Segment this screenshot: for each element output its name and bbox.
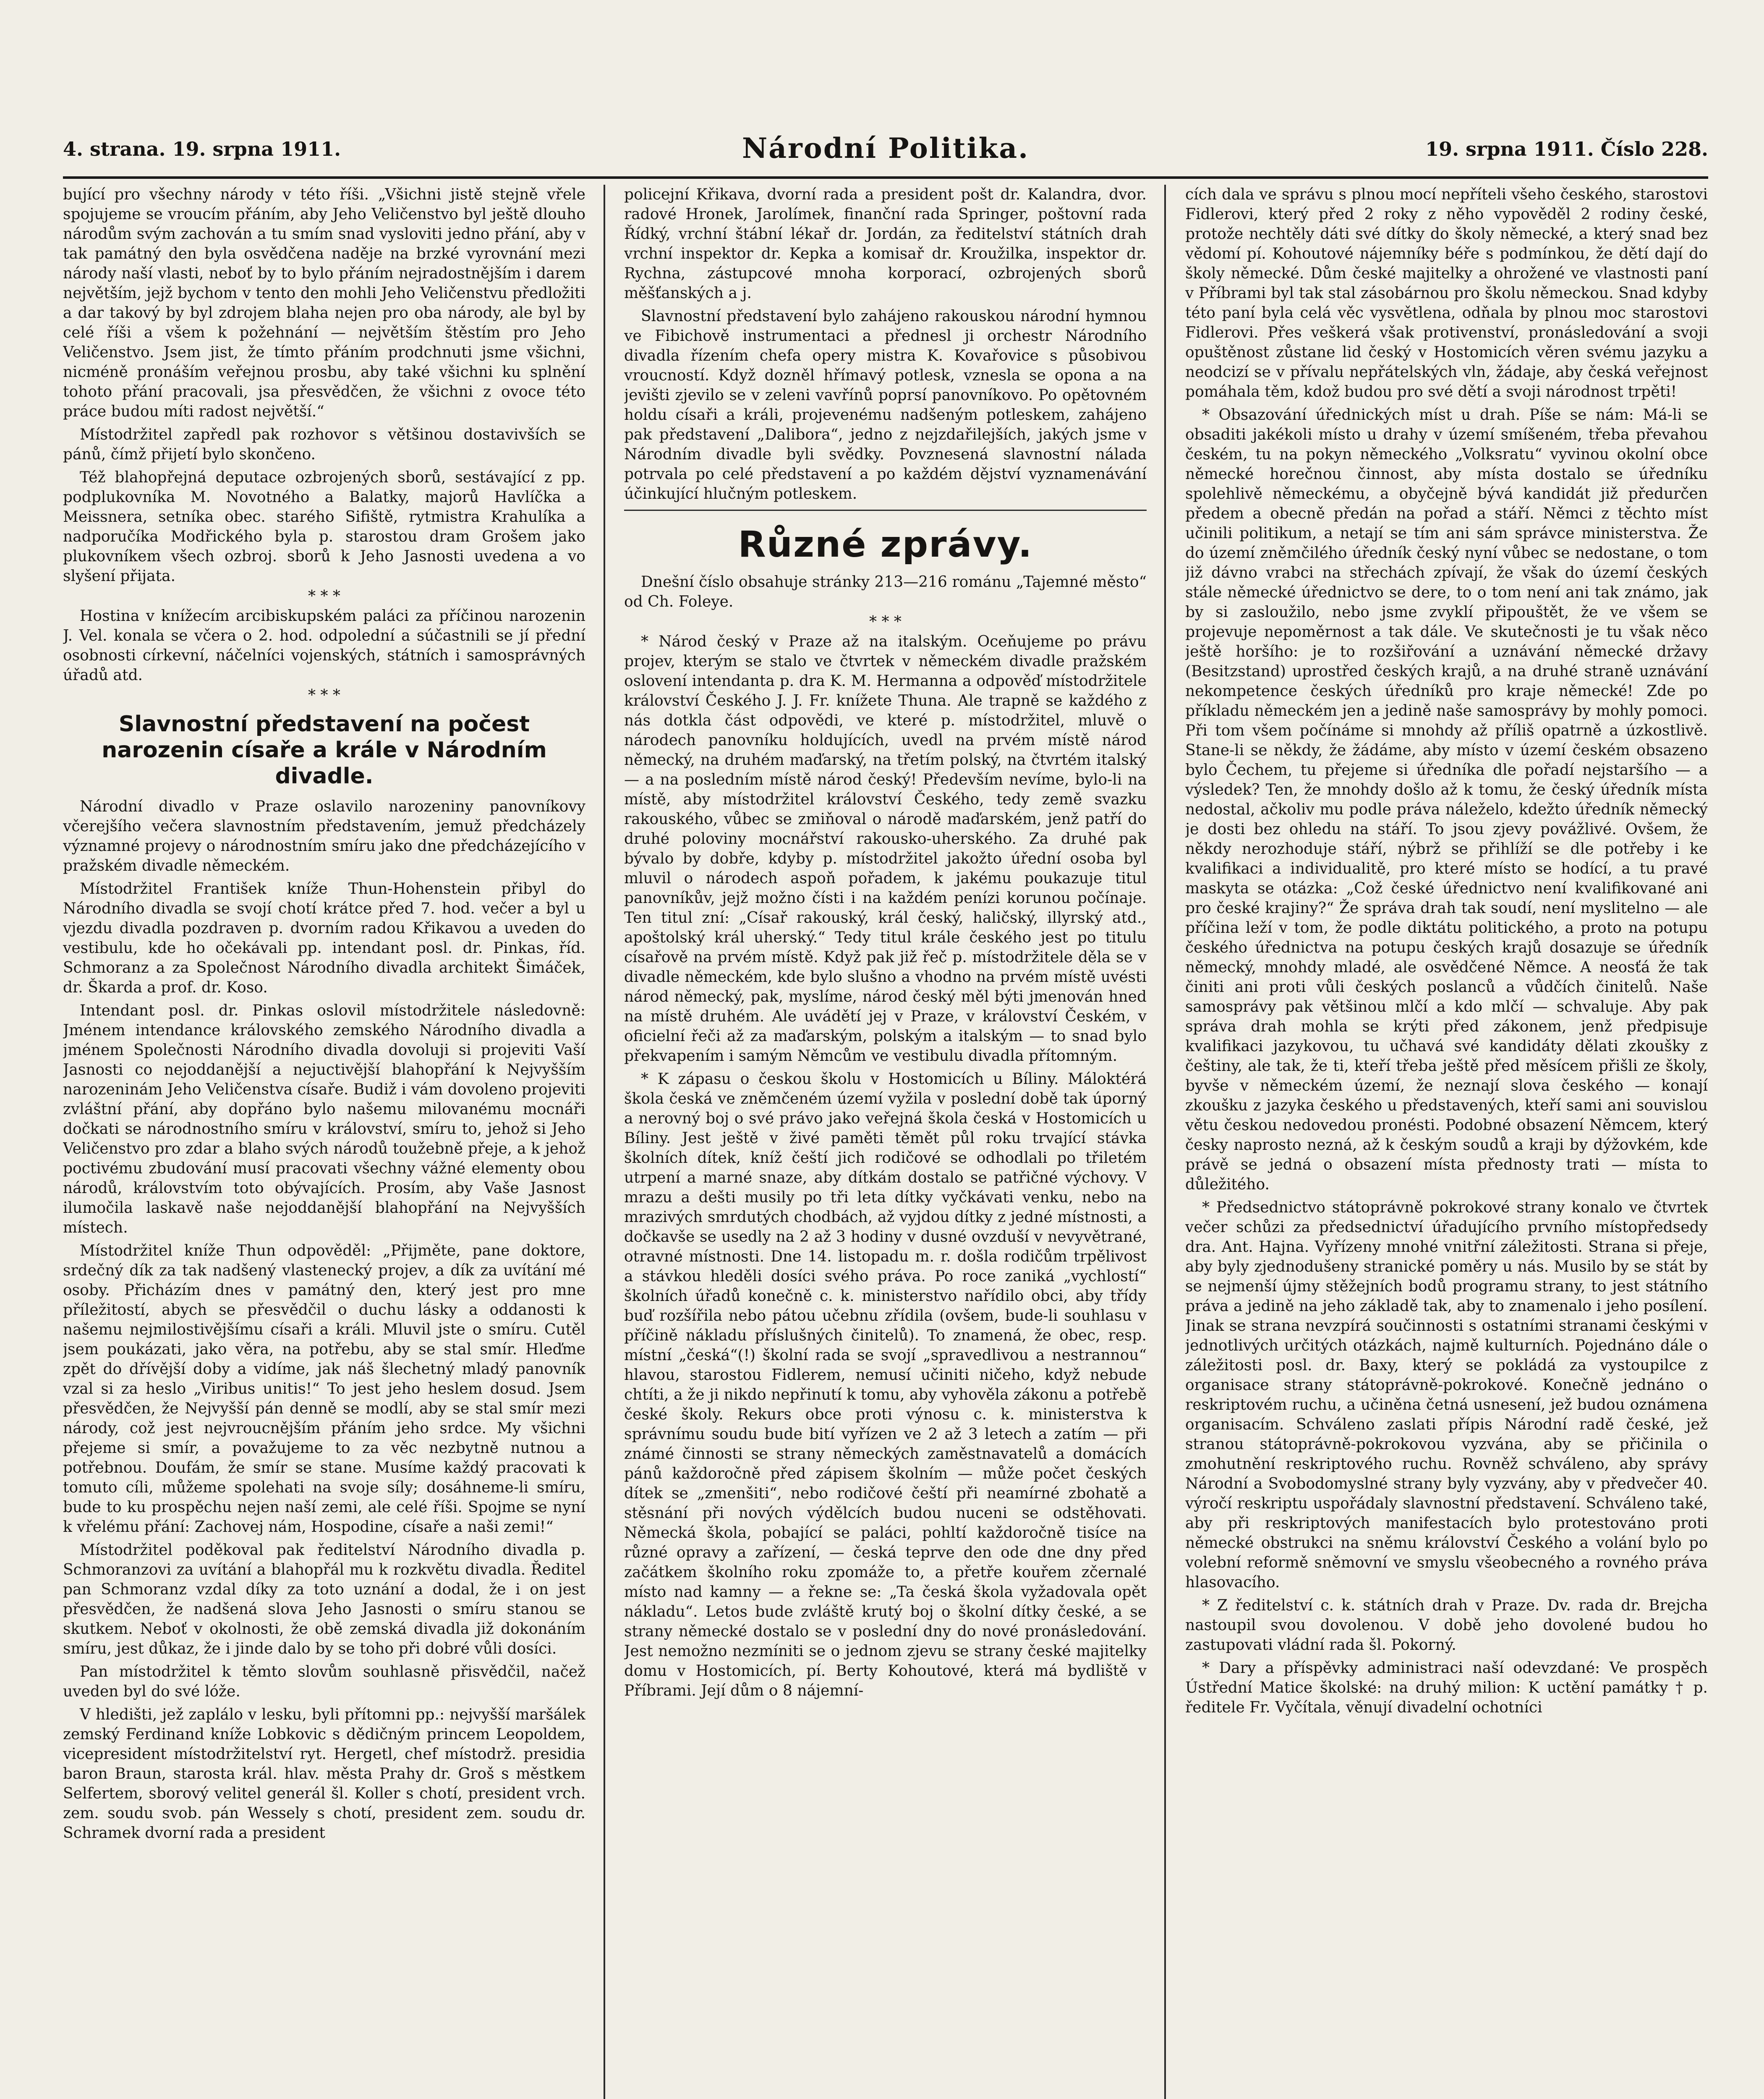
paragraph: * Předsednictvo státoprávně pokrokové strany konalo ve čtvrtek večer schůzi za předsednictví úřadujícího prvního místopředsedy dra. Ant. Hajna. Vyřízeny mnohé vnitřní záležitosti. Strana si přeje, aby byly zjednodušeny stranické poměry u nás. Musilo by se stát by se nejmenší újmy stěžejních bodů programu strany, to jest státního práva a jedině na jeho základě tak, aby to znamenalo i jeho posílení. Jinak se strana nevzpírá součinnosti s ostatními stranami českými v jednotlivých určitých otázkách, najmě kulturních. Pojednáno dále o záležitosti posl. dr. Baxy, který se pokládá za vystoupilce z organisace strany státoprávně-pokrokové. Konečně jednáno o reskriptovém ruchu, a učiněna četná usnesení, jež budou oznámena organisacím. Schváleno zaslati přípis Národní radě české, jež stranou státoprávně-pokrokovou vyzvána, aby se přičinila o zmohutnění reskriptového ruchu. Rovněž schváleno, aby správy Národní a Svobodomyslné strany byly vyzvány, aby v předvečer 40. výročí reskriptu uspořádaly slavnostní představení. Schváleno také, aby při reskriptových manifestacích bylo protestováno proti německé obstrukci na sněmu království Českého a volání bylo po volební reformě sněmovní ve smyslu všeobecného a rovného práva hlasovacího. xyxy=(1185,1199,1708,1591)
column-3 xyxy=(1185,185,1708,2099)
separator: * * * xyxy=(308,687,340,704)
paragraph: Místodržitel zapředl pak rozhovor s většinou dostavivších se pánů, čímž přijetí bylo skončeno. xyxy=(63,426,585,463)
header-issue-number: 19. srpna 1911. Číslo 228. xyxy=(1425,138,1708,160)
columns xyxy=(63,185,1708,2099)
paragraph: Pan místodržitel k těmto slovům souhlasně přisvědčil, načež uveden byl do své lóže. xyxy=(63,1663,585,1700)
masthead-title: Národní Politika. xyxy=(742,132,1030,165)
paragraph: * Obsazování úřednických míst u drah. Píše se nám: Má-li se obsaditi jakékoli místo u drahy v území smíšeném, třeba převahou českém, tu na pokyn německého „Volksratu“ vyvinou okolní obce německé horečnou činnost, aby místa dostalo se úředníku spolehlivě německému, a obyčejně bývá kandidát již předurčen předem a obecně předán na pořad a stáří. Němci z těchto míst učinili politikum, a netají se tím ani sám správce ministerstva. Že do území zněmčilého úředník český nyní vůbec se nedostane, o tom již dávno vrabci na střechách zpívají, že však do území českých stále německé úřednictvo se dere, to o tom není ani tak známo, jak by si zasloužilo, nebo jsme zvyklí připouštět, že ve všem se projevuje nepoměrnost a tak dále. Ve skutečnosti je tu však něco ještě horšího: je to rozšiřování a uznávání německé državy (Besitzstand) uprostřed českých krajů, a na druhé straně uznávání nekompetence českých úředníků pro kraje německé! Zde po příkladu německém jen a jedině naše samosprávy by mohly pomoci. Při tom všem počínáme si mnohdy až příliš opatrně a úzkostlivě. Stane-li se někdy, že žádáme, aby místo v území českém obsazeno bylo Čechem, tu přejeme si úředníka dle pořadí nejstaršího — a výsledek? Ten, že mnohdy došlo až k tomu, že český úředník místa nedostal, ačkoliv mu podle práva náleželo, kdežto úředník německý je dosti bez ohledu na stáří. To jsou zjevy povážlivé. Ovšem, že někdy nerozhoduje stáří, nýbrž se přihlíží se dle potřeby i ke kvalifikaci a individualitě, pro které místo se hodící, a tu pravé maskyta se otázka: „Což české úřednictvo není kvalifikované ani pro české krajiny?“ Že správa drah tak soudí, není myslitelno — ale příčina leží v tom, že podle diktátu politického, a proto na potupu českého úřednictva na potupu českých krajů dosazuje se úředník německý, mnohdy mladé, ale osvědčené Němce. A neosťá že tak činiti ani proti vůli českých poslanců a vůdčích činitelů. Naše samosprávy pak většinou mlčí a kdo mlčí — schvaluje. Aby pak správa drah mohla se krýti před zákonem, jenž předpisuje kvalifikaci jazykovou, tu učhavá své kandidáty dělati zkoušky z češtiny, ale tak, že ti, kteří třeba ještě před měsícem přišli ze školy, byvše v německém území, že neznají slova českého — konají zkoušku z jazyka českého u představených, kteří sami ani souvislou větu českou nedovedou pronésti. Podobné obsazení Němcem, který česky naprosto nezná, až k českým soudů a kraji by dýžovkém, kde právě se jedná o obsazení místa přednosty trati — místa to důležitého. xyxy=(1185,406,1708,1193)
paragraph: * Národ český v Praze až na italským. Oceňujeme po právu projev, kterým se stalo ve čtvrtek v německém divadle pražském oslovení intendanta p. dra K. M. Hermanna a odpověď místodržitele království Českého J. J. Fr. knížete Thuna. Ale trapně se každého z nás dotkla část odpovědi, ve které p. místodržitel, mluvě o národech panovníku holdujících, uvedl na prvém místě národ německý, na druhém maďarský, na třetím polský, na čtvrtém italský — a na posledním místě národ český! Především nevíme, bylo-li na místě, aby místodržitel království Českého, tedy země svazku rakouského, vůbec se zmiňoval o národě maďarském, jenž patří do druhé poloviny mocnářství rakousko-uherského. Za druhé pak bývalo by dobře, kdyby p. místodržitel jakožto úřední osoba byl mluvil o národech aspoň pořadem, k jakému poukazuje titul panovníkův, jejž možno čísti i na každém penízi korunou počínaje. Ten titul zní: „Císař rakouský, král český, haličský, illyrský atd., apoštolský král uherský.“ Tedy titul krále českého jest po titulu císařově na prvém místě. Když pak již řeč p. místodržitele děla se v divadle německém, kde bylo slušno a vhodno na prvém místě uvésti národ německý, pak, myslíme, národ český měl býti jmenován hned na místě druhém. Ale uvádětí jej v Praze, v království Českém, v oficielní řeči až za maďarským, polským a italským — to snad bylo překvapením i samým Němcům ve vestibulu divadla přítomným. xyxy=(624,633,1147,1065)
column-1 xyxy=(63,185,585,2099)
paragraph: * Dary a příspěvky administraci naší odevzdané: Ve prospěch Ústřední Matice školské: na druhý milion: K uctění památky † p. ředitele Fr. Vyčítala, věnují divadelní ochotníci xyxy=(1185,1659,1708,1716)
header-page-date: 4. strana. 19. srpna 1911. xyxy=(63,138,341,160)
paragraph: V hledišti, jež zaplálo v lesku, byli přítomni pp.: nejvyšší maršálek zemský Ferdinand kníže Lobkovic s dědičným princem Leopoldem, vicepresident místodržitelství ryt. Hergetl, chef místodrž. presidia baron Braun, starosta král. hlav. města Prahy dr. Groš s městkem Selfertem, sborový velitel generál šl. Koller s chotí, president vrch. zem. soudu svob. pán Wessely s chotí, president zem. soudu dr. Schramek dvorní rada a president xyxy=(63,1706,585,1842)
separator: * * * xyxy=(869,613,902,631)
paragraph: Intendant posl. dr. Pinkas oslovil místodržitele následovně: Jménem intendance královského zemského Národního divadla a jménem Společnosti Národního divadla dovoluji si projeviti Vaší Jasnosti co nejoddanější a nejuctivější blahopřání k Nejvyšším narozeninám Jeho Veličenstva císaře. Budiž i vám dovoleno projeviti zvláštní přání, aby dopřáno bylo našemu milovanému mocnáři dočkati se národnostního smíru v království, smíru to, jehož si Jeho Veličenstvo pro zdar a blaho svých národů toužebně přeje, a k jehož poctivému zbudování musí pracovati všechny vážné elementy obou národů, královstvím toto obývajících. Prosím, aby Vaše Jasnost ilumočila laskavě naše nejoddanější blahopřání na Nejvyšších místech. xyxy=(63,1002,585,1236)
paragraph: * K zápasu o českou školu v Hostomicích u Bíliny. Máloktérá škola česká ve zněmčeném území vyžila v poslední době tak úporný a nerovný boj o své právo jako veřejná škola česká v Hostomicích u Bíliny. Jest ještě v živé paměti těmět půl roku trvající stávka školních dítek, kníž čeští jich rodičové se odhodlali po třiletém utrpení a marné snaze, aby dítkám dostalo se patřičné výchovy. V mrazu a dešti musily po tři leta dítky vyčkávati venku, nebo na mrazivých smrdutých chodbách, až vyjdou dítky z jedné místnosti, a dočkavše se usedly na 2 až 3 hodiny v dusné ovzduší v nevyvětrané, otravné místnosti. Dne 14. listopadu m. r. došla rodičům trpělivost a stávkou hleděli dosíci svého práva. Po roce zaniká „vychlostí“ školních úřadů konečně c. k. ministerstvo nařídilo obci, aby třídy buď rozšířila nebo pátou učebnu zřídila (ovšem, bude-li souhlasu v příčině nákladu příslušných činitelů). To znamená, že obec, resp. místní „česká“(!) školní rada se svojí „spravedlivou a nestrannou“ hlavou, starostou Fidlerem, nemusí učiniti ničeho, když nebude chtíti, a že ji nikdo nepřinutí k tomu, aby vyhověla zákonu a potřebě české školy. Rekurs obce proti výnosu c. k. ministerstva k správnímu soudu bude bití vyřízen ve 2 až 3 letech a zatím — při známé činnosti se strany německých zaměstnavatelů a domácích pánů každoročně před zápisem školním — může počet českých dítek se „zmenšiti“, nebo rodičové čeští při neamírné zbohatě a stěsnání při nových výdělcích budou nuceni se odstěhovati. Německá škola, pobající se paláci, pohltí každoročně tisíce na různé opravy a zařízení, — česká teprve den ode dne dny před začátkem školního roku zpomáže to, a přetře kouřem zčernalé místo nad kamny — a řekne se: „Ta česká škola vyžadovala opět nákladu“. Letos bude zvláště krutý boj o školní dítky české, a se strany německé dostalo se v poslední dny do nové pronásledování. Jest nemožno nezmíniti se o jednom zjevu se strany české majitelky domu v Hostomicích, pí. Berty Kohoutové, která má bydliště v Příbrami. Její dům o 8 nájemní- xyxy=(624,1070,1147,1699)
paragraph: bující pro všechny národy v této říši. „Všichni jistě stejně vřele spojujeme se vroucím přáním, aby Jeho Veličenstvo byl ještě dlouho národům svým zachován a tu smím snad vysloviti jedno přání, aby v tak památný den byla osvědčena naděje na brzké vyrovnání mezi národy naší vlasti, neboť by to bylo přáním nejradostnějším i darem největším, jejž bychom v tento den mohli Jeho Veličenstvu předložiti a dar takový by byl zdrojem blaha nejen pro oba národy, ale byl by celé říši a všem k požehnání — největším štěstím pro Jeho Veličenstvo. Jsem jist, že tímto přáním prodchnuti jsme všichni, nicméně pronáším veřejnou prosbu, aby také všichni ku splnění tohoto přání pracovali, jsa přesvědčen, že všichni z ovoce této práce budou míti radost největší.“ xyxy=(63,186,585,420)
separator: * * * xyxy=(308,588,340,605)
paragraph: Dnešní číslo obsahuje stránky 213—216 románu „Tajemné město“ od Ch. Foleye. xyxy=(624,573,1147,610)
paragraph: Místodržitel kníže Thun odpověděl: „Přijměte, pane doktore, srdečný dík za tak nadšený vlastenecký projev, a dík za uvítání mé osoby. Přicházím dnes v památný den, který jest pro mne příležitostí, abych se přesvědčil o duchu lásky a oddanosti k našemu nejmilostivějšímu císaři a králi. Mluvil jste o smíru. Cutěl jsem poukázati, jako věra, na potřebu, aby se stal smír. Hleďme zpět do dřívější doby a vidíme, jak náš šlechetný mladý panovník vzal si za heslo „Viribus unitis!“ To jest jeho heslem dosud. Jsem přesvědčen, že Nejvyšší pán denně se modlí, aby se stal smír mezi národy, což jest nejvroucnějším přáním jeho srdce. My všichni přejeme si smír, a považujeme to za věc nezbytně nutnou a potřebnou. Doufám, že smír se stane. Musíme každý pracovati k tomuto cíli, můžeme spolehati na svoje síly; dosáhneme-li smíru, bude to ku prospěchu nejen naší zemi, ale celé říši. Spojme se nyní k vřelému přání: Zachovej nám, Hospodine, císaře a naši zemi!“ xyxy=(63,1242,585,1536)
paragraph: Slavnostní představení bylo zahájeno rakouskou národní hymnou ve Fibichově instrumentaci a přednesl ji orchestr Národního divadla řízením chefa opery mistra K. Kovařovice s působivou vroucností. Když dozněl hřímavý potlesk, vznesla se opona a na jevišti zjevilo se v zeleni vavřínů poprsí panovníkovo. Po opětovném holdu císaři a králi, projevenému nadšeným potleskem, zahájeno pak představení „Daliborа“, jedno z nejzdařilejších, jakých jsme v Národním divadle byli svědky. Povznesená slavnostní nálada potrvala po celé představení a po každém dějství vyznamenávání účinkující hlučným potleskem. xyxy=(624,308,1147,503)
paragraph: Místodržitel poděkoval pak ředitelství Národního divadla p. Schmoranzovi za uvítání a blahopřál mu k rozkvětu divadla. Ředitel pan Schmoranz vzdal díky za toto uznání a dodal, že i on jest přesvědčen, že nadšená slova Jeho Jasnosti o smíru stanou se skutkem. Neboť v okolnosti, že obě zemská divadla již dokonáním smíru, jest důkaz, že i jinde dalo by se toho při dobré vůli dosíci. xyxy=(63,1542,585,1657)
column-2 xyxy=(624,185,1147,2099)
section-title: Různé zprávy. xyxy=(738,523,1033,565)
article-headline: Slavnostní představení na počest narozenin císaře a krále v Národním divadle. xyxy=(102,712,547,789)
paragraph: policejní Křikava, dvorní rada a president pošt dr. Kalandra, dvor. radové Hronek, Jarolímek, finanční rada Springer, poštovní rada Řídký, vrchní štábní lékař dr. Jordán, za ředitelství státních drah vrchní inspektor dr. Kepka a komisař dr. Kroužilka, inspektor dr. Rychna, zástupcové mnoha korporací, ozbrojených sborů měšťanských a j. xyxy=(624,186,1147,302)
paragraph: Místodržitel František kníže Thun-Hohenstein přibyl do Národního divadla se svojí chotí krátce před 7. hod. večer a byl u vjezdu divadla pozdraven p. dvorním radou Křikavou a uveden do vestibulu, kde ho očekávali pp. intendant posl. dr. Pinkas, říd. Schmoranz a za Společnost Národního divadla architekt Šimáček, dr. Škarda a prof. dr. Koso. xyxy=(63,880,585,996)
page-header xyxy=(63,126,1708,179)
divider xyxy=(624,510,1147,511)
paragraph: cích dala ve správu s plnou mocí nepříteli všeho českého, starostovi Fidlerovi, který před 2 roky z něho vypověděl 2 rodiny české, protože nechtěly dáti své dítky do školy německé, a který snad bez vědomí pí. Kohoutové nájemníky béře s podmínkou, že dětí dají do školy německé. Dům české majitelky a ohrožené ve vlastnosti paní v Příbrami byl tak stal zásobárnou pro školu německou. Snad kdyby této paní byla celá věc vysvětlena, odňala by plnou moc starostovi Fidlerovi. Přes veškerá však protivenství, pronásledování a svoji opuštěnost zůstane lid český v Hostomicích věren svému jazyku a neodcizí se v přívalu nepřátelských vln, žádaje, aby česká veřejnost pomáhala těm, kdož budou pro své dětí a svoji národnost trpěti! xyxy=(1185,186,1708,400)
paragraph: Národní divadlo v Praze oslavilo narozeniny panovníkovy včerejšího večera slavnostním představením, jemuž předcházely významné projevy o národnostním smíru jako dne předcházejícího v pražském divadle německém. xyxy=(63,798,585,874)
paragraph: Hostina v knížecím arcibiskupském paláci za příčinou narozenin J. Vel. konala se včera o 2. hod. odpolední a súčastnili se jí přední osobnosti církevní, náčelníci vojenských, státních i samosprávných úřadů atd. xyxy=(63,607,585,684)
paragraph: Též blahopřejná deputace ozbrojených sborů, sestávající z pp. podplukovníka M. Novotného a Balatky, majorů Havlíčka a Meissnera, setníka obec. starého Sifiště, rytmistra Krahulíka a nadporučíka Modřického byla p. starostou dram Grošem jako plukovníkem všech ozbroj. sborů k Jeho Jasnosti uvedena a vo slyšení přijata. xyxy=(63,469,585,585)
newspaper-page xyxy=(63,126,1708,2099)
paragraph: * Z ředitelství c. k. státních drah v Praze. Dv. rada dr. Brejcha nastoupil svou dovolenou. V době jeho dovolené budou ho zastupovati vládní rada šl. Pokorný. xyxy=(1185,1597,1708,1654)
